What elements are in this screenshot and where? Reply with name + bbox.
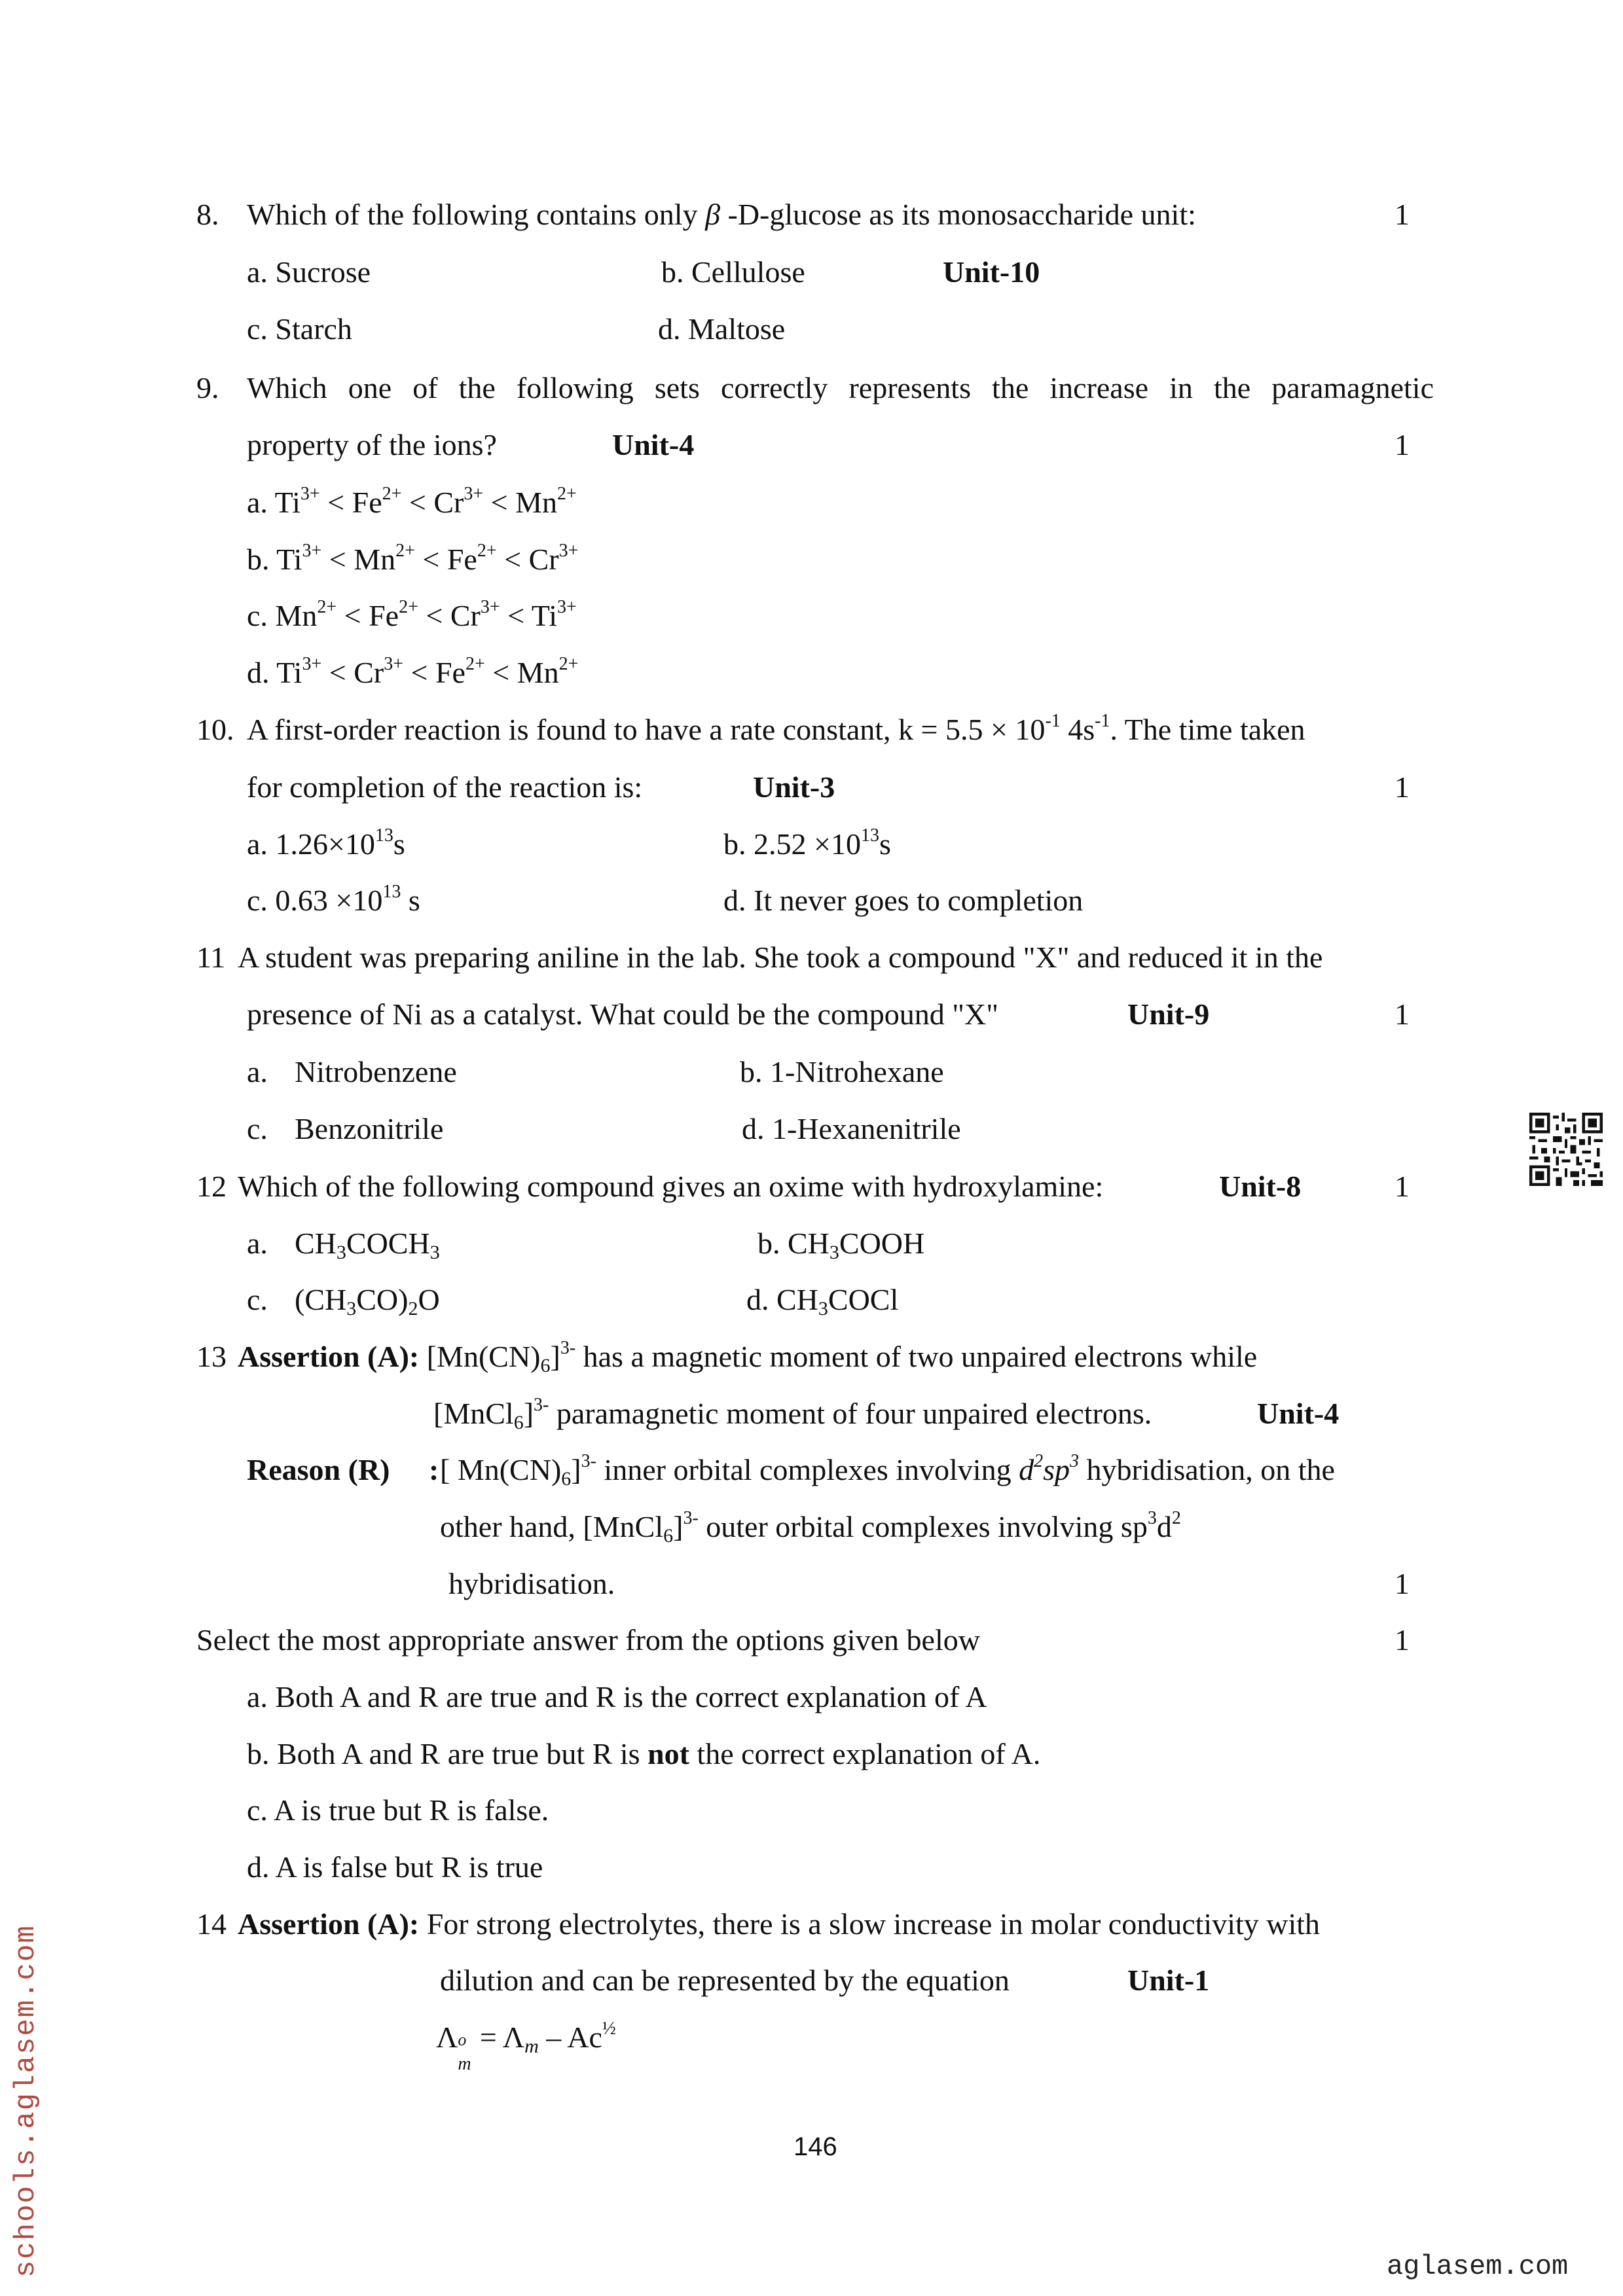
q8-option-b: b. Cellulose <box>661 255 805 289</box>
option-label: c. <box>247 599 276 632</box>
q13-select-marks: 1 <box>1395 1623 1410 1657</box>
q11-option-d: d. 1-Hexanenitrile <box>742 1112 961 1145</box>
q10-option-b: b. $2.52 \times 10^{13}s$ <box>723 825 891 861</box>
q10-number: 10. <box>196 713 234 746</box>
ion-symbol: Mn <box>354 543 396 576</box>
q11-option-a: Nitrobenzene <box>295 1055 457 1088</box>
ion-charge: 3+ <box>464 484 484 504</box>
less-than-sign: < <box>321 543 354 576</box>
q8-unit: Unit-10 <box>943 255 1040 289</box>
q13-reason-label: Reason (R) <box>247 1453 390 1486</box>
q10-option-d: d. It never goes to completion <box>723 884 1084 917</box>
ion-charge: 2+ <box>558 654 579 674</box>
less-than-sign: < <box>403 656 435 689</box>
option-label: a. <box>247 486 275 519</box>
ion-charge: 2+ <box>395 541 415 561</box>
option-label: d. <box>247 656 277 689</box>
q12-marks: 1 <box>1395 1170 1410 1203</box>
q8-option-d: d. Maltose <box>658 312 786 346</box>
ion-charge: 3+ <box>302 654 322 674</box>
q12-unit: Unit-8 <box>1219 1170 1302 1203</box>
q13-assertion-line1: Assertion (A): $[Mn(CN)_6]^{3-}$ has a magnetic moment of two unpaired electrons while <box>238 1338 1258 1376</box>
q13-reason-line1: [ $Mn(CN)_6]^{3-}$ inner orbital complexes involving $d^2sp^3$ hybridisation, on the <box>440 1451 1335 1490</box>
option-label: b. <box>247 543 277 576</box>
qr-code-icon <box>1529 1113 1603 1186</box>
less-than-sign: < <box>401 486 434 519</box>
q8-number: 8. <box>196 198 219 231</box>
less-than-sign: < <box>418 599 450 632</box>
q13-option-c: c. A is true but R is false. <box>247 1793 549 1827</box>
q9-option-a <box>247 484 577 519</box>
ion-symbol: Cr <box>354 656 384 689</box>
q13-reason-colon: : <box>429 1453 439 1486</box>
q13-option-b: b. Both A and R are true but R is not the correct explanation of A. <box>247 1737 1041 1770</box>
ion-symbol: Ti <box>276 656 302 689</box>
q11-unit: Unit-9 <box>1127 997 1210 1031</box>
q10-question-line1: A first-order reaction is found to have a rate constant, $k = 5.5 \times 10^{-1}$ $4s^{-1}$. The time taken <box>247 711 1305 746</box>
q12-option-b: b. $CH_3COOH$ <box>757 1227 925 1263</box>
q12-option-d: d. $CH_3COCl$ <box>746 1283 899 1319</box>
less-than-sign: < <box>484 656 517 689</box>
less-than-sign: < <box>319 486 352 519</box>
q10-question-line2: for completion of the reaction is: <box>247 770 643 804</box>
ion-symbol: Fe <box>369 599 399 632</box>
ion-charge: 2+ <box>382 484 402 504</box>
page-number: 146 <box>793 2132 837 2161</box>
q9-unit: Unit-4 <box>612 428 695 461</box>
less-than-sign: < <box>337 599 369 632</box>
ion-charge: 2+ <box>557 484 577 504</box>
ion-symbol: Cr <box>433 486 464 519</box>
ion-charge: 3+ <box>302 541 322 561</box>
q11-option-c-label: c. <box>247 1112 268 1145</box>
q13-assertion-line2: [MnCl$_6$]$^{3-}$ paramagnetic moment of four unpaired electrons. <box>433 1395 1152 1433</box>
ion-symbol: Mn <box>275 599 318 632</box>
q12-option-c: $(CH_3CO)_2O$ <box>295 1283 440 1319</box>
q14-number: 14 <box>196 1907 227 1941</box>
ion-charge: 2+ <box>399 597 418 617</box>
q12-question: Which of the following compound gives an oxime with hydroxylamine: <box>238 1170 1104 1203</box>
q8-option-a: a. Sucrose <box>247 255 371 289</box>
less-than-sign: < <box>500 599 532 632</box>
q13-option-a: a. Both A and R are true and R is the correct explanation of A <box>247 1680 987 1713</box>
q12-option-c-label: c. <box>247 1283 268 1316</box>
q9-option-b <box>247 541 579 576</box>
q13-unit: Unit-4 <box>1257 1397 1340 1430</box>
ion-symbol: Fe <box>352 486 382 519</box>
ion-symbol: Cr <box>450 599 481 632</box>
q9-question-line2: property of the ions? <box>247 428 497 461</box>
q14-assertion-line1: Assertion (A): For strong electrolytes, there is a slow increase in molar conductivity with <box>238 1907 1321 1941</box>
q9-number: 9. <box>196 371 219 404</box>
less-than-sign: < <box>414 543 447 576</box>
ion-symbol: Fe <box>447 543 477 576</box>
q14-equation: Λ o m = $\Lambda_m - Ac^{\frac{1}{2}}$ <box>436 2018 616 2074</box>
q11-option-c: Benzonitrile <box>295 1112 444 1145</box>
ion-charge: 3+ <box>557 597 577 617</box>
q9-marks: 1 <box>1395 428 1410 461</box>
q11-marks: 1 <box>1395 997 1410 1031</box>
ion-charge: 3+ <box>558 541 579 561</box>
ion-charge: 2+ <box>465 654 485 674</box>
ion-symbol: Mn <box>517 656 559 689</box>
ion-symbol: Cr <box>528 543 559 576</box>
ion-charge: 3+ <box>480 597 500 617</box>
ion-charge: 2+ <box>477 541 497 561</box>
less-than-sign: < <box>483 486 516 519</box>
q13-option-d: d. A is false but R is true <box>247 1850 543 1884</box>
ion-charge: 2+ <box>317 597 337 617</box>
q13-select-instruction: Select the most appropriate answer from the options given below <box>196 1623 980 1657</box>
ion-charge: 3+ <box>300 484 320 504</box>
q14-assertion-line2: dilution and can be represented by the equation <box>440 1964 1010 1997</box>
ion-symbol: Ti <box>531 599 558 632</box>
ion-symbol: Ti <box>274 486 301 519</box>
q13-marks: 1 <box>1395 1567 1410 1600</box>
q11-number: 11 <box>196 941 226 974</box>
q10-marks: 1 <box>1395 770 1410 804</box>
q10-option-c: c. $0.63 \times 10^{13}$ s <box>247 882 420 917</box>
q8-option-c: c. Starch <box>247 312 352 346</box>
ion-charge: 3+ <box>384 654 403 674</box>
less-than-sign: < <box>496 543 529 576</box>
q11-question-line2: presence of Ni as a catalyst. What could be the compound "X" <box>247 997 999 1031</box>
q14-unit: Unit-1 <box>1127 1964 1210 1997</box>
q9-option-d <box>247 654 579 689</box>
ion-symbol: Ti <box>276 543 302 576</box>
q11-option-a-label: a. <box>247 1055 268 1088</box>
q13-number: 13 <box>196 1340 227 1373</box>
footer-watermark: aglasem.com <box>1387 2251 1569 2282</box>
less-than-sign: < <box>321 656 354 689</box>
q12-number: 12 <box>196 1170 227 1203</box>
ion-symbol: Fe <box>435 656 465 689</box>
ion-symbol: Mn <box>515 486 558 519</box>
q10-option-a: a. $1.26\times 10^{13}s$ <box>247 825 405 861</box>
q13-reason-line3: hybridisation. <box>448 1567 615 1600</box>
q8-marks: 1 <box>1395 198 1410 231</box>
q9-question-line1: Which one of the following sets correctly represents the increase in the paramagnetic <box>247 371 1434 404</box>
q10-unit: Unit-3 <box>753 770 835 804</box>
q9-option-c <box>247 597 577 632</box>
q8-question: Which of the following contains only β -D-glucose as its monosaccharide unit: <box>247 198 1196 231</box>
q12-option-a-label: a. <box>247 1227 268 1260</box>
q13-reason-line2: other hand, [MnCl$_6$]$^{3-}$ outer orbital complexes involving $sp^3d^2$ <box>440 1508 1181 1547</box>
q11-option-b: b. 1-Nitrohexane <box>740 1055 944 1088</box>
side-watermark: schools.aglasem.com <box>10 1924 43 2278</box>
q11-question-line1: A student was preparing aniline in the lab. She took a compound "X" and reduced it in the <box>238 941 1323 974</box>
q12-option-a: $CH_3COCH_3$ <box>295 1227 440 1263</box>
